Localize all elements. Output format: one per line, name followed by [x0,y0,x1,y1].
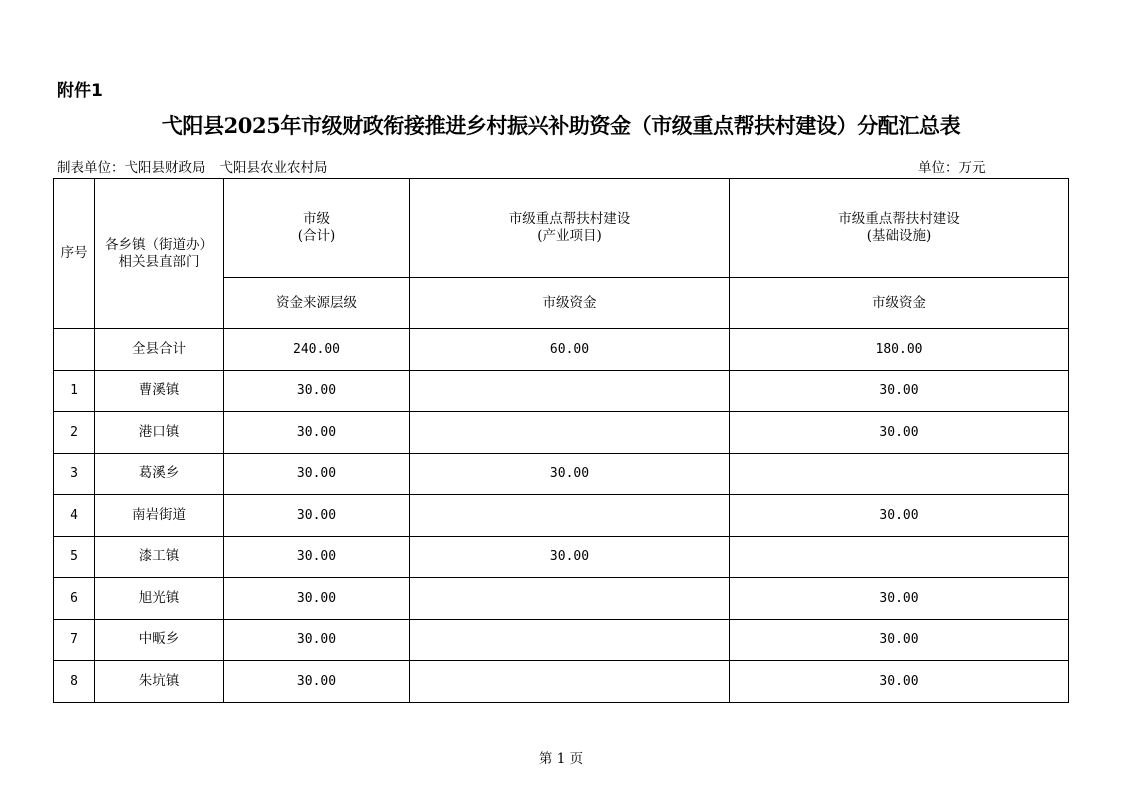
cell-industry-funds [410,370,730,412]
cell-industry-funds: 30.00 [410,536,730,578]
cell-town-name: 朱坑镇 [95,661,224,703]
table-row [54,495,1069,537]
table-row [54,329,1069,371]
cell-seq [54,329,95,371]
preparer-label: 制表单位：弋阳县财政局 [57,160,206,176]
table-row [54,453,1069,495]
cell-industry-funds [410,495,730,537]
cell-infra-funds: 30.00 [730,578,1069,620]
cell-city-total: 30.00 [224,495,410,537]
cell-town-name: 曹溪镇 [95,370,224,412]
attachment-label: 附件1 [57,81,103,101]
subheader-source-level: 资金来源层级 [224,278,410,329]
header-row [54,179,1069,278]
cell-seq: 6 [54,578,95,620]
cell-seq: 3 [54,453,95,495]
preparer-info [57,156,328,176]
cell-town-name: 旭光镇 [95,578,224,620]
header-city-total [224,179,410,278]
cell-town-name: 葛溪乡 [95,453,224,495]
header-seq: 序号 [54,179,95,329]
cell-seq: 4 [54,495,95,537]
cell-city-total: 30.00 [224,412,410,454]
header-city-total-line1: 市级 [303,211,330,227]
header-industry [410,179,730,278]
cell-city-total: 30.00 [224,619,410,661]
cell-infra-funds: 30.00 [730,370,1069,412]
cell-town-name: 全县合计 [95,329,224,371]
cell-industry-funds: 30.00 [410,453,730,495]
table-row [54,619,1069,661]
table-row [54,536,1069,578]
cell-infra-funds: 180.00 [730,329,1069,371]
cell-infra-funds [730,536,1069,578]
unit-label: 单位：万元 [918,160,986,176]
cell-seq: 2 [54,412,95,454]
document-title: 弋阳县2025年市级财政衔接推进乡村振兴补助资金（市级重点帮扶村建设）分配汇总表 [161,113,961,138]
cell-seq: 1 [54,370,95,412]
cell-infra-funds: 30.00 [730,661,1069,703]
cell-infra-funds: 30.00 [730,619,1069,661]
cell-infra-funds: 30.00 [730,495,1069,537]
cell-industry-funds [410,661,730,703]
cell-seq: 8 [54,661,95,703]
table-row [54,661,1069,703]
cell-infra-funds: 30.00 [730,412,1069,454]
header-infra-line1: 市级重点帮扶村建设 [838,211,960,227]
table-row [54,578,1069,620]
header-town [95,179,224,329]
header-town-line1: 各乡镇（街道办） [105,236,213,253]
cell-city-total: 30.00 [224,661,410,703]
header-town-line2: 相关县直部门 [118,253,200,270]
table-row [54,412,1069,454]
cell-city-total: 30.00 [224,536,410,578]
cell-seq: 7 [54,619,95,661]
header-industry-line2: (产业项目) [537,228,602,244]
header-city-total-line2: (合计) [297,228,336,244]
allocation-table [53,178,1069,703]
cell-city-total: 30.00 [224,370,410,412]
cell-town-name: 中畈乡 [95,619,224,661]
cell-town-name: 漆工镇 [95,536,224,578]
preparer-dept2: 弋阳县农业农村局 [219,160,328,176]
cell-city-total: 30.00 [224,453,410,495]
header-infra [730,179,1069,278]
cell-city-total: 30.00 [224,578,410,620]
subheader-industry-funds: 市级资金 [410,278,730,329]
cell-seq: 5 [54,536,95,578]
subheader-infra-funds: 市级资金 [730,278,1069,329]
cell-town-name: 港口镇 [95,412,224,454]
cell-industry-funds [410,578,730,620]
cell-city-total: 240.00 [224,329,410,371]
cell-town-name: 南岩街道 [95,495,224,537]
table-row [54,370,1069,412]
cell-infra-funds [730,453,1069,495]
header-infra-line2: (基础设施) [866,228,932,244]
cell-industry-funds: 60.00 [410,329,730,371]
cell-industry-funds [410,412,730,454]
cell-industry-funds [410,619,730,661]
header-industry-line1: 市级重点帮扶村建设 [508,211,631,227]
page-footer: 第 1 页 [538,751,584,767]
